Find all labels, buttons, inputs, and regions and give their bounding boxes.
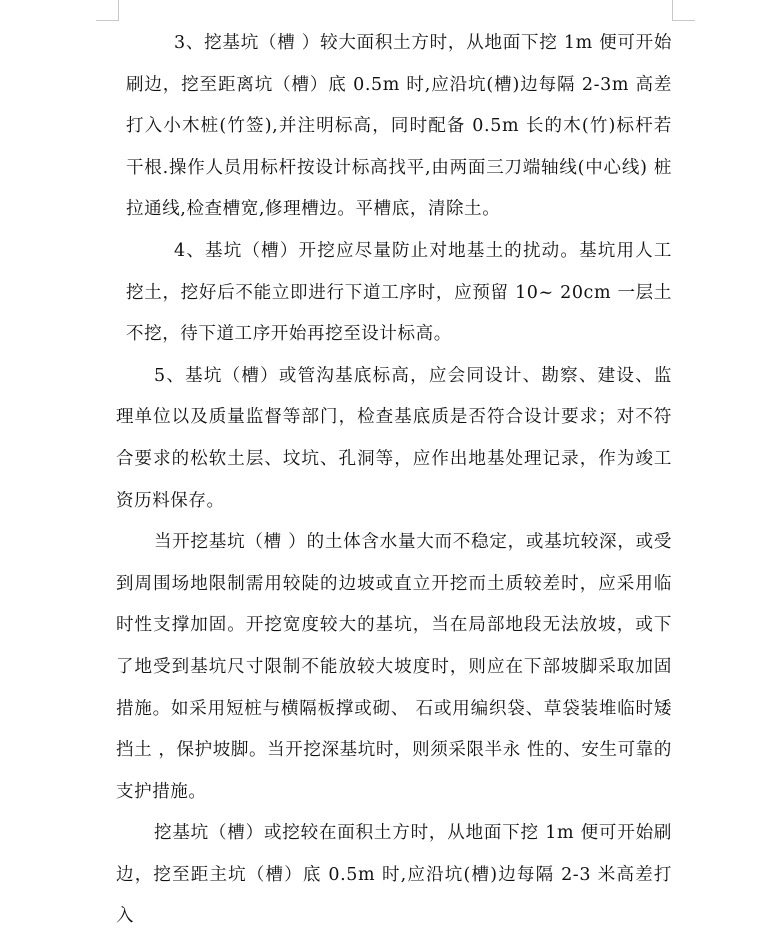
paragraph-item-3: 3、挖基坑（槽 ）较大面积土方时，从地面下挖 1m 便可开始刷边，挖至距离坑（槽）底 0.5m 时,应沿坑(槽)边每隔 2-3m 高差打入小木桩(竹签),并注明标高，同时配备 0.5m 长的木(竹)标杆若干根.操作人员用标杆按设计标高找平,由两面三刀端轴线(中心线) 桩拉通线,检查槽宽,修理槽边。平槽底，清除土。 [126,33,672,220]
paragraph-item-4: 4、基坑（槽）开挖应尽量防止对地基土的扰动。基坑用人工挖土，挖好后不能立即进行下道工序时，应预留 10~ 20cm 一层土不挖，待下道工序开始再挖至设计标高。 [126,240,672,345]
page-corner-mark-right [672,0,695,21]
paragraph-support-measures: 当开挖基坑（槽 ）的土体含水量大而不稳定，或基坑较深，或受到周围场地限制需用较陡的边坡或直立开挖而土质较差时，应采用临时性支撑加固。开挖宽度较大的基坑，当在局部地段无法放坡，或下了地受到基坑尺寸限制不能放较大坡度时，则应在下部坡脚采取加固措施。如采用短桩与横隔板撑或砌、 石或用编织袋、草袋装堆临时矮挡土 ，保护坡脚。当开挖深基坑时，则须采限半永 性的、安生可靠的支护措施。 [116,532,672,802]
document-body [116,23,672,938]
paragraph-excavation-repeat: 挖基坑（槽）或挖较在面积土方时，从地面下挖 1m 便可开始刷边，挖至距主坑（槽）底 0.5m 时,应沿坑(槽)边每隔 2-3 米高差打入 [116,823,672,927]
page-corner-mark-left [96,0,119,21]
paragraph-item-5: 5、基坑（槽）或管沟基底标高，应会同设计、勘察、建设、监理单位以及质量监督等部门，检查基底质是否符合设计要求；对不符合要求的松软土层、坟坑、孔洞等，应作出地基处理记录，作为竣工资历料保存。 [116,365,672,511]
